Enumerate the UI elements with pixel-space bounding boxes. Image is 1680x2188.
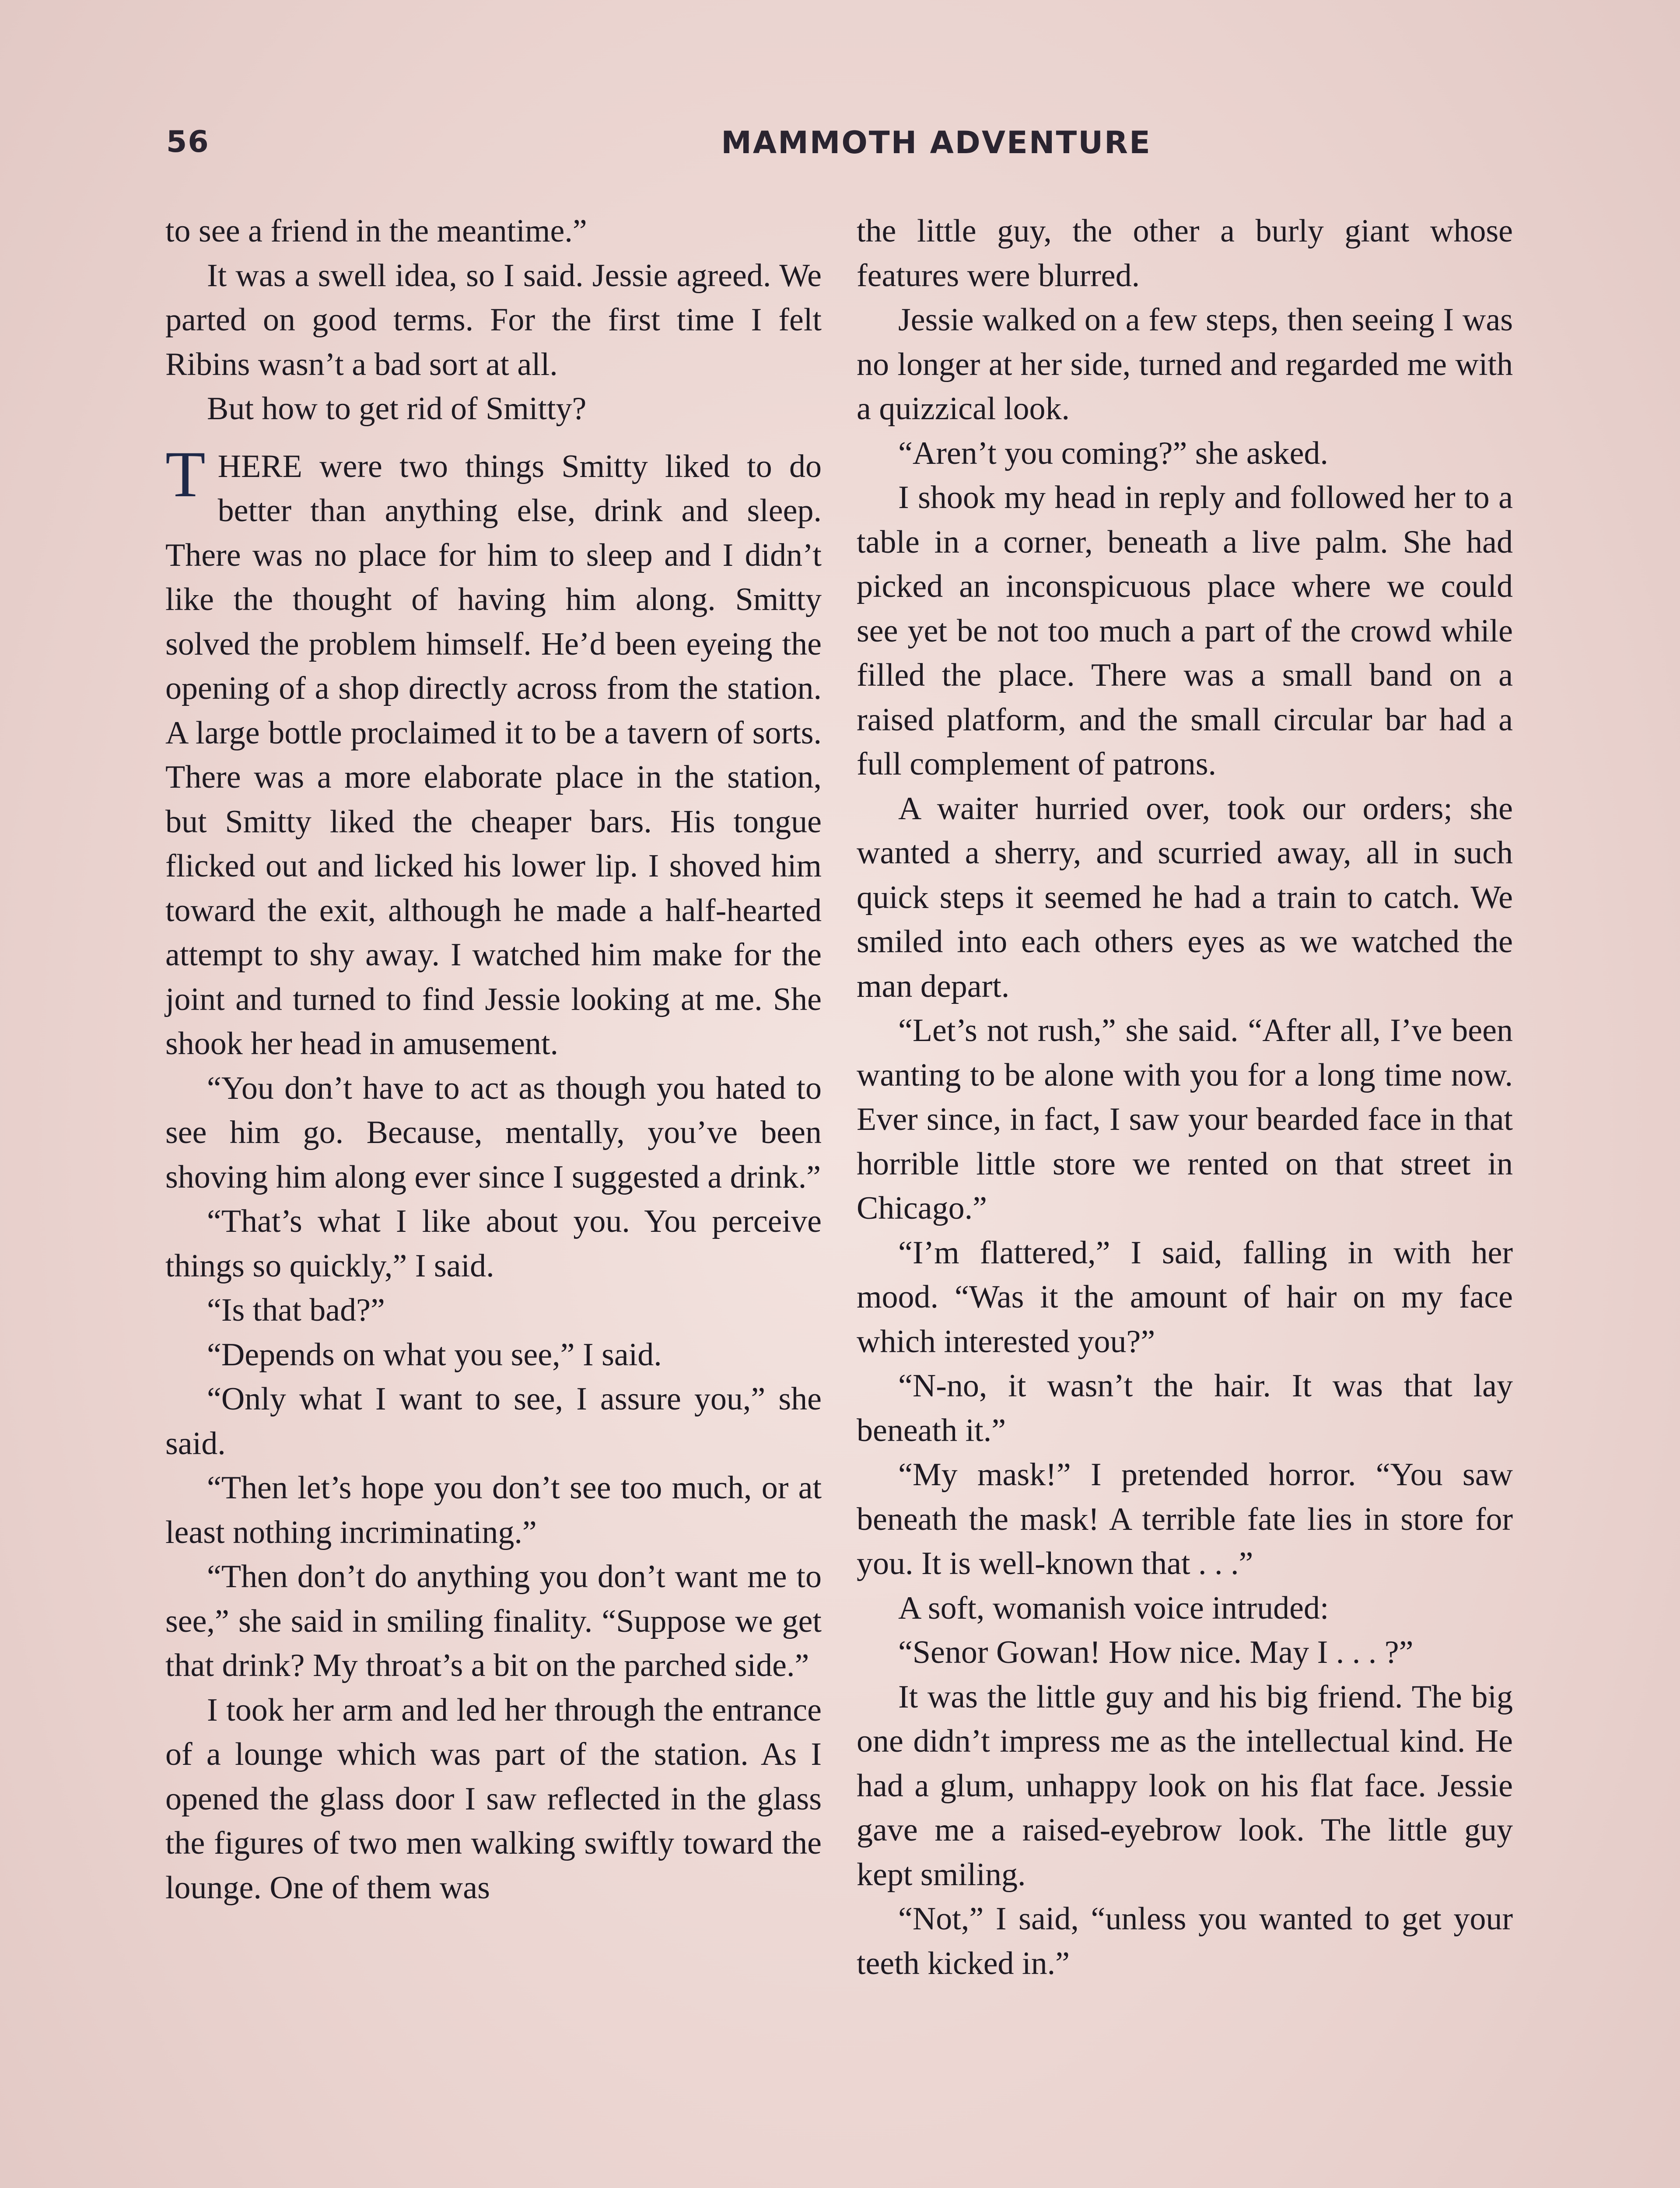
paragraph-text: But how to get rid of Smitty? <box>207 391 587 427</box>
paragraph-text: “Then don’t do anything you don’t want me to see,” she said in smiling finality. “Suppose we get that drink? My throat’s a bit on the parched side.” <box>165 1559 822 1683</box>
paragraph <box>857 476 1513 787</box>
paragraph-text: Jessie walked on a few steps, then seeing I was no longer at her side, turned and regarded me with a quizzical look. <box>857 302 1513 427</box>
paragraph <box>857 1453 1513 1586</box>
paragraph-text: It was a swell idea, so I said. Jessie agreed. We parted on good terms. For the first time I felt Ribins wasn’t a bad sort at all. <box>165 257 822 382</box>
paragraph <box>857 1586 1513 1631</box>
paragraph-text: “That’s what I like about you. You perceive things so quickly,” I said. <box>165 1203 822 1284</box>
paragraph <box>165 1377 822 1466</box>
paragraph <box>165 1555 822 1688</box>
paragraph <box>165 1466 822 1555</box>
paragraph-text: the little guy, the other a burly giant whose features were blurred. <box>857 213 1513 294</box>
paragraph <box>165 1199 822 1288</box>
page-header <box>166 125 1518 177</box>
paragraph-text: A soft, womanish voice intruded: <box>898 1590 1329 1626</box>
paragraph-text: to see a friend in the meantime.” <box>165 213 587 249</box>
paragraph <box>165 254 822 387</box>
drop-cap: T <box>165 438 206 511</box>
paragraph-text: “Senor Gowan! How nice. May I . . . ?” <box>898 1634 1414 1670</box>
paragraph-text: HERE were two things Smitty liked to do better than anything else, drink and sleep. There was no place for him to sleep and I didn’t like the thought of having him along. Smitty solved the problem himself. He’d been eyeing the opening of a shop directly across from the station. A large bottle proclaimed it to be a tavern of sorts. There was a more elaborate place in the station, but Smitty liked the cheaper bars. His tongue flicked out and licked his lower lip. I shoved him toward the exit, although he made a half-hearted attempt to shy away. I watched him make for the joint and turned to find Jessie looking at me. She shook her head in amusement. <box>165 448 822 1062</box>
paragraph <box>165 387 822 431</box>
paragraph-text: “Let’s not rush,” she said. “After all, I’ve been wanting to be alone with you for a long time now. Ever since, in fact, I saw your bearded face in that horrible little store we rented on that street in Chicago.” <box>857 1013 1513 1226</box>
paragraph <box>857 431 1513 476</box>
paragraph <box>857 298 1513 431</box>
paragraph-text: A waiter hurried over, took our orders; she wanted a sherry, and scurried away, all in such quick steps it seemed he had a train to catch. We smiled into each others eyes as we watched the man depart. <box>857 790 1513 1004</box>
paragraph-text: “You don’t have to act as though you hated to see him go. Because, mentally, you’ve been shoving him along ever since I suggested a drink.” <box>165 1070 822 1195</box>
paragraph <box>857 209 1513 298</box>
paragraph <box>165 1288 822 1333</box>
paragraph-text: “Depends on what you see,” I said. <box>207 1336 662 1373</box>
paragraph <box>857 1897 1513 1986</box>
left-text-column <box>165 209 822 1910</box>
paragraph-text: “Aren’t you coming?” she asked. <box>898 435 1328 471</box>
paragraph <box>165 209 822 254</box>
paragraph-text: “Not,” I said, “unless you wanted to get your teeth kicked in.” <box>857 1901 1513 1981</box>
paragraph <box>857 1675 1513 1897</box>
paragraph <box>857 1009 1513 1231</box>
paragraph <box>165 1066 822 1200</box>
right-text-column <box>857 209 1513 1986</box>
paragraph <box>857 787 1513 1009</box>
paragraph <box>857 1630 1513 1675</box>
paragraph <box>165 438 822 1066</box>
paragraph-text: “My mask!” I pretended horror. “You saw beneath the mask! A terrible fate lies in store for you. It is well-known that . . .” <box>857 1457 1513 1581</box>
paragraph-text: “I’m flattered,” I said, falling in with her mood. “Was it the amount of hair on my face which interested you?” <box>857 1234 1513 1360</box>
running-title: MAMMOTH ADVENTURE <box>721 125 1152 161</box>
paragraph-text: “N-no, it wasn’t the hair. It was that lay beneath it.” <box>857 1368 1513 1448</box>
paragraph-text: I took her arm and led her through the entrance of a lounge which was part of the station. As I opened the glass door I saw reflected in the glass the figures of two men walking swiftly toward the lounge. One of them was <box>165 1692 822 1906</box>
page-number: 56 <box>166 125 210 159</box>
paragraph-text: It was the little guy and his big friend. The big one didn’t impress me as the intellectual kind. He had a glum, unhappy look on his flat face. Jessie gave me a raised-eyebrow look. The little guy kept smiling. <box>857 1679 1513 1893</box>
paragraph <box>165 1333 822 1378</box>
paragraph-text: “Is that bad?” <box>207 1292 385 1328</box>
paragraph-text: “Then let’s hope you don’t see too much, or at least nothing incriminating.” <box>165 1470 822 1550</box>
paragraph <box>857 1364 1513 1453</box>
paragraph <box>857 1231 1513 1364</box>
paragraph-text: I shook my head in reply and followed her to a table in a corner, beneath a live palm. She had picked an inconspicuous place where we could see yet be not too much a part of the crowd while filled the place. There was a small band on a raised platform, and the small circular bar had a full complement of patrons. <box>857 480 1513 782</box>
paragraph <box>165 1688 822 1911</box>
paragraph-text: “Only what I want to see, I assure you,” she said. <box>165 1381 822 1462</box>
